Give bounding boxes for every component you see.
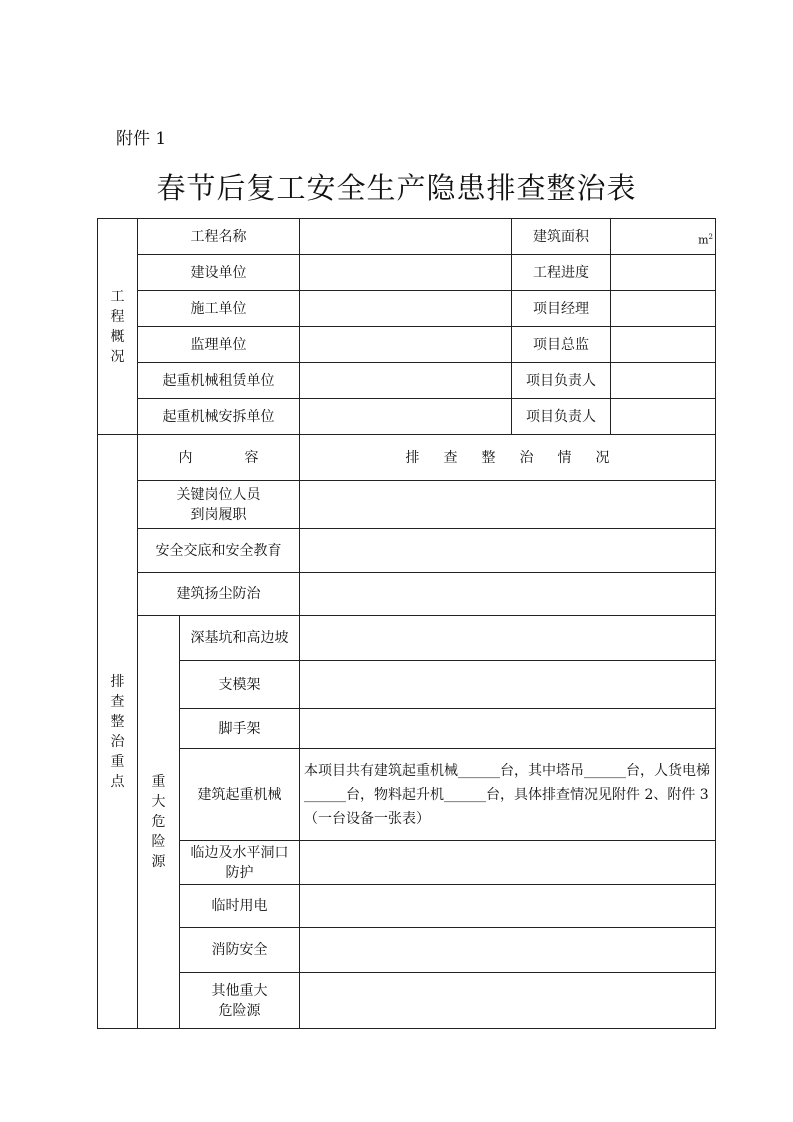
label-installer-responsible: 项目负责人 — [512, 399, 611, 435]
field-key-personnel[interactable] — [300, 481, 716, 529]
field-crane-lessor[interactable] — [300, 363, 512, 399]
label-crane-lessor: 起重机械租赁单位 — [138, 363, 300, 399]
field-installer-responsible[interactable] — [611, 399, 716, 435]
section-label-overview: 工 程 概 况 — [98, 219, 138, 435]
field-other-hazards[interactable] — [300, 973, 716, 1029]
label-crane-installer: 起重机械安拆单位 — [138, 399, 300, 435]
item-deep-foundation: 深基坑和高边坡 — [180, 616, 300, 661]
item-edge-protection: 临边及水平洞口 防护 — [180, 841, 300, 885]
field-progress[interactable] — [611, 255, 716, 291]
field-dust-control[interactable] — [300, 573, 716, 616]
field-contractor[interactable] — [300, 291, 512, 327]
header-status: 排 查 整 治 情 况 — [300, 435, 716, 481]
page-title: 春节后复工安全生产隐患排查整治表 — [156, 171, 637, 205]
field-formwork[interactable] — [300, 661, 716, 709]
item-safety-briefing: 安全交底和安全教育 — [138, 529, 300, 573]
item-fire-safety: 消防安全 — [180, 928, 300, 973]
item-crane: 建筑起重机械 — [180, 749, 300, 841]
field-scaffold[interactable] — [300, 709, 716, 749]
area-unit: $m^2$ — [698, 233, 713, 247]
major-hazard-label: 重 大 危 险 源 — [138, 616, 180, 1029]
field-building-area[interactable] — [611, 219, 716, 255]
field-project-name[interactable] — [300, 219, 512, 255]
item-formwork: 支模架 — [180, 661, 300, 709]
label-progress: 工程进度 — [512, 255, 611, 291]
label-project-manager: 项目经理 — [512, 291, 611, 327]
item-scaffold: 脚手架 — [180, 709, 300, 749]
inspection-form-table — [97, 218, 716, 1029]
field-temp-power[interactable] — [300, 885, 716, 928]
section-label-inspection: 排 查 整 治 重 点 — [98, 435, 138, 1029]
field-fire-safety[interactable] — [300, 928, 716, 973]
field-edge-protection[interactable] — [300, 841, 716, 885]
label-building-area: 建筑面积 — [512, 219, 611, 255]
header-content: 内 容 — [138, 435, 300, 481]
label-chief-supervisor: 项目总监 — [512, 327, 611, 363]
item-key-personnel: 关键岗位人员 到岗履职 — [138, 481, 300, 529]
label-developer: 建设单位 — [138, 255, 300, 291]
field-safety-briefing[interactable] — [300, 529, 716, 573]
attachment-label: 附件 1 — [116, 129, 167, 149]
crane-note: 本项目共有建筑起重机械______台，其中塔吊______台，人货电梯______台，物料起升机______台，具体排查情况见附件 2、附件 3（一台设备一张表） — [300, 749, 716, 841]
field-crane-installer[interactable] — [300, 399, 512, 435]
label-lessor-responsible: 项目负责人 — [512, 363, 611, 399]
field-deep-foundation[interactable] — [300, 616, 716, 661]
item-temp-power: 临时用电 — [180, 885, 300, 928]
field-lessor-responsible[interactable] — [611, 363, 716, 399]
label-supervisor: 监理单位 — [138, 327, 300, 363]
field-supervisor[interactable] — [300, 327, 512, 363]
field-developer[interactable] — [300, 255, 512, 291]
field-project-manager[interactable] — [611, 291, 716, 327]
item-dust-control: 建筑扬尘防治 — [138, 573, 300, 616]
item-other-hazards: 其他重大 危险源 — [180, 973, 300, 1029]
label-contractor: 施工单位 — [138, 291, 300, 327]
label-project-name: 工程名称 — [138, 219, 300, 255]
field-chief-supervisor[interactable] — [611, 327, 716, 363]
